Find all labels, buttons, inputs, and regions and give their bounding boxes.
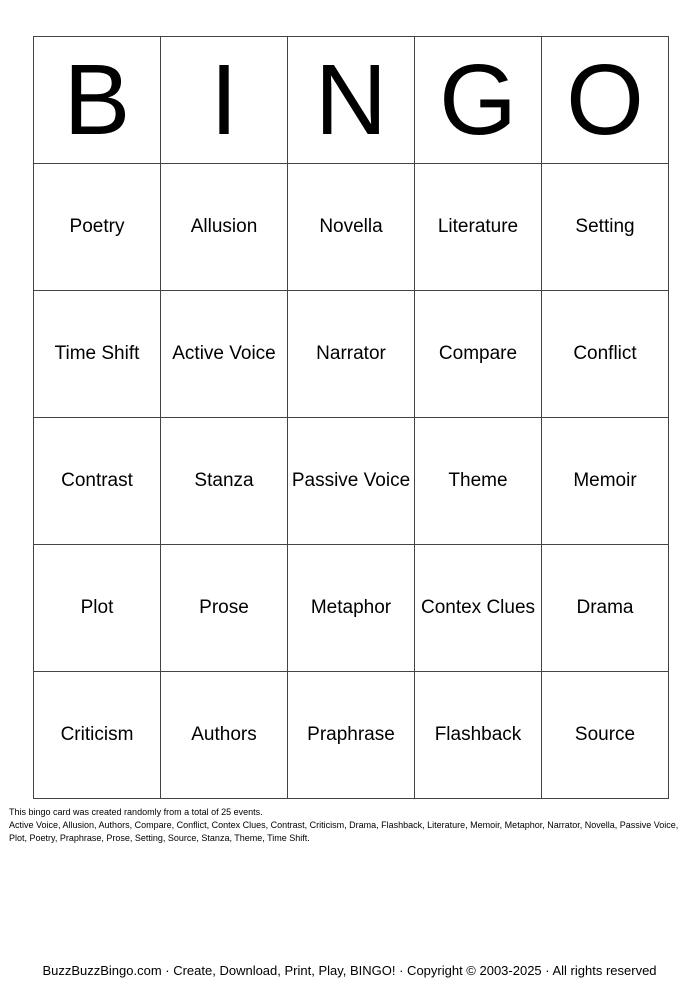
bingo-cell: Literature [415, 164, 542, 291]
bingo-cell: Prose [161, 545, 288, 672]
bingo-cell: Poetry [34, 164, 161, 291]
bingo-row [34, 672, 669, 799]
bingo-header-row [34, 37, 669, 164]
bingo-cell: Passive Voice [288, 418, 415, 545]
bingo-cell: Praphrase [288, 672, 415, 799]
bingo-cell: Criticism [34, 672, 161, 799]
bingo-row [34, 545, 669, 672]
bingo-cell: Source [542, 672, 669, 799]
bingo-cell: Compare [415, 291, 542, 418]
bingo-cell: Novella [288, 164, 415, 291]
bingo-cell: Narrator [288, 291, 415, 418]
bingo-cell: Authors [161, 672, 288, 799]
bingo-cell: Allusion [161, 164, 288, 291]
bingo-row [34, 164, 669, 291]
header-letter-n: N [288, 37, 415, 164]
bingo-row [34, 291, 669, 418]
bingo-cell: Flashback [415, 672, 542, 799]
card-info-summary: This bingo card was created randomly from a total of 25 events. [9, 807, 263, 817]
header-letter-g: G [415, 37, 542, 164]
bingo-cell: Contrast [34, 418, 161, 545]
bingo-cell: Memoir [542, 418, 669, 545]
bingo-cell: Contex Clues [415, 545, 542, 672]
bingo-cell: Metaphor [288, 545, 415, 672]
bingo-cell: Theme [415, 418, 542, 545]
bingo-cell: Drama [542, 545, 669, 672]
page-footer: BuzzBuzzBingo.com · Create, Download, Print, Play, BINGO! · Copyright © 2003-2025 · All rights reserved [42, 963, 657, 978]
bingo-cell: Stanza [161, 418, 288, 545]
bingo-cell: Setting [542, 164, 669, 291]
bingo-card [33, 36, 669, 799]
bingo-cell: Time Shift [34, 291, 161, 418]
bingo-cell: Conflict [542, 291, 669, 418]
header-letter-i: I [161, 37, 288, 164]
card-info-event-list: Active Voice, Allusion, Authors, Compare, Conflict, Contex Clues, Contrast, Criticism, Drama, Flashback, Literature, Memoir, Metaphor, Narrator, Novella, Passive Voice, Plot, Poetry, Praphrase, Prose, Setting, Source, Stanza, Theme, Time Shift. [9, 820, 679, 843]
bingo-cell: Plot [34, 545, 161, 672]
card-info [9, 806, 689, 845]
bingo-row [34, 418, 669, 545]
bingo-cell: Active Voice [161, 291, 288, 418]
header-letter-o: O [542, 37, 669, 164]
header-letter-b: B [34, 37, 161, 164]
